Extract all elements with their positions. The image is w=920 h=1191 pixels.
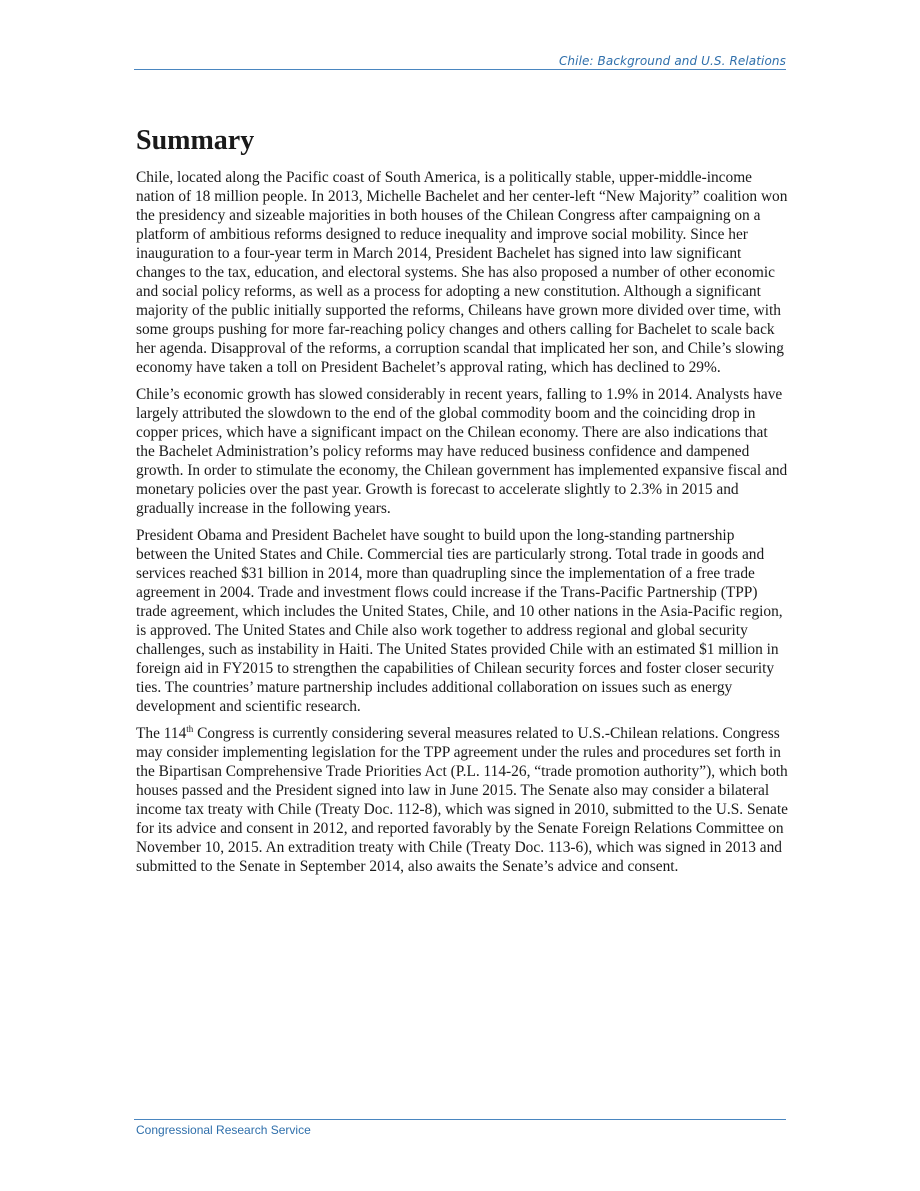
paragraph-4-rest: Congress is currently considering several measures related to U.S.-Chilean relations. Congress may consider implementing legislation for the TPP agreement under the rules and procedures set forth in the Bipartisan Comprehensive Trade Priorities Act (P.L. 114-26, “trade promotion authority”), which both houses passed and the President signed into law in June 2015. The Senate also may consider a bilateral income tax treaty with Chile (Treaty Doc. 112-8), which was signed in 2010, submitted to the U.S. Senate for its advice and consent in 2012, and reported favorably by the Senate Foreign Relations Committee on November 10, 2015. An extradition treaty with Chile (Treaty Doc. 113-6), which was signed in 2013 and submitted to the Senate in September 2014, also awaits the Senate’s advice and consent. xyxy=(136,725,788,875)
summary-paragraph-3: President Obama and President Bachelet have sought to build upon the long-standing partnership between the United States and Chile. Commercial ties are particularly strong. Total trade in goods and services reached $31 billion in 2014, more than quadrupling since the implementation of a free trade agreement in 2004. Trade and investment flows could increase if the Trans-Pacific Partnership (TPP) trade agreement, which includes the United States, Chile, and 10 other nations in the Asia-Pacific region, is approved. The United States and Chile also work together to address regional and global security challenges, such as instability in Haiti. The United States provided Chile with an estimated $1 million in foreign aid in FY2015 to strengthen the capabilities of Chilean security forces and foster closer security ties. The countries’ mature partnership includes additional collaboration on issues such as energy development and scientific research. xyxy=(136,527,783,715)
footer-organization: Congressional Research Service xyxy=(136,1123,311,1137)
summary-paragraph-2: Chile’s economic growth has slowed considerably in recent years, falling to 1.9% in 2014. Analysts have largely attributed the slowdown to the end of the global commodity boom and the coinciding drop in copper prices, which have a significant impact on the Chilean economy. There are also indications that the Bachelet Administration’s policy reforms may have reduced business confidence and dampened growth. In order to stimulate the economy, the Chilean government has implemented expansive fiscal and monetary policies over the past year. Growth is forecast to accelerate slightly to 2.3% in 2015 and gradually increase in the following years. xyxy=(136,386,788,517)
header-divider xyxy=(134,69,786,70)
running-header-title: Chile: Background and U.S. Relations xyxy=(558,54,786,68)
summary-paragraph-4 xyxy=(136,724,788,876)
summary-heading: Summary xyxy=(136,125,255,156)
ordinal-suffix: th xyxy=(186,723,194,734)
footer-divider xyxy=(134,1119,786,1120)
paragraph-4-lead: The 114 xyxy=(136,725,187,742)
summary-body xyxy=(136,168,788,884)
summary-paragraph-1: Chile, located along the Pacific coast of South America, is a politically stable, upper-middle-income nation of 18 million people. In 2013, Michelle Bachelet and her center-left “New Majority” coalition won the presidency and sizeable majorities in both houses of the Chilean Congress after campaigning on a platform of ambitious reforms designed to reduce inequality and improve social mobility. Since her inauguration to a four-year term in March 2014, President Bachelet has signed into law significant changes to the tax, education, and electoral systems. She has also proposed a number of other economic and social policy reforms, as well as a process for adopting a new constitution. Although a significant majority of the public initially supported the reforms, Chileans have grown more divided over time, with some groups pushing for more far-reaching policy changes and others calling for Bachelet to scale back her agenda. Disapproval of the reforms, a corruption scandal that implicated her son, and Chile’s slowing economy have taken a toll on President Bachelet’s approval rating, which has declined to 29%. xyxy=(136,169,788,376)
